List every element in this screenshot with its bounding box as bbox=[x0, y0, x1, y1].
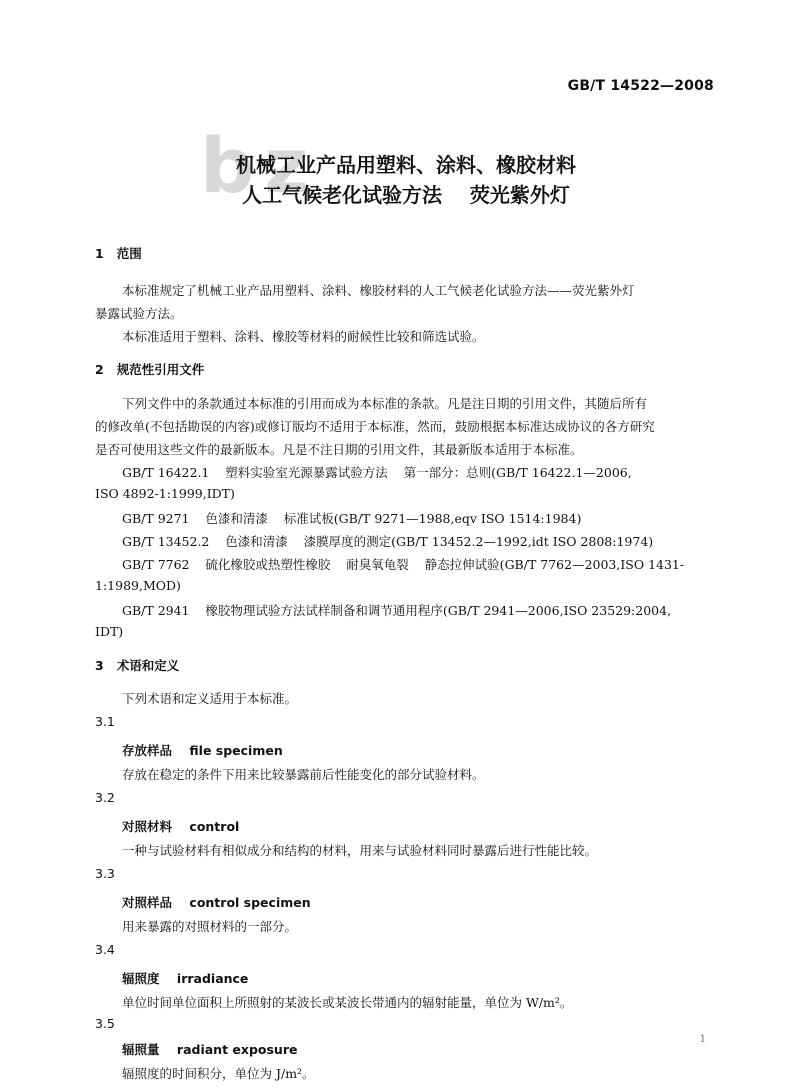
section-1-heading: 1 范围 bbox=[95, 246, 142, 261]
term-definition: 单位时间单位面积上所照射的某波长或某波长带通内的辐射能量，单位为 W/m²。 bbox=[122, 995, 573, 1010]
term-heading: 对照样品 control specimen bbox=[122, 895, 311, 910]
term-number: 3.1 bbox=[95, 714, 115, 729]
watermark: bz bbox=[200, 121, 319, 210]
term-definition: 存放在稳定的条件下用来比较暴露前后性能变化的部分试验材料。 bbox=[122, 767, 485, 782]
reference-item-4-line-2: 1:1989,MOD) bbox=[95, 578, 181, 593]
reference-item-3: GB/T 13452.2 色漆和清漆 漆膜厚度的测定(GB/T 13452.2—1992,idt ISO 2808:1974) bbox=[122, 534, 654, 549]
reference-item-1-line-2: ISO 4892-1:1999,IDT) bbox=[95, 486, 235, 501]
page-number: 1 bbox=[699, 1034, 706, 1045]
term-number: 3.3 bbox=[95, 866, 115, 881]
term-number: 3.4 bbox=[95, 942, 115, 957]
term-heading: 辐照度 irradiance bbox=[122, 971, 249, 986]
term-heading: 对照材料 control bbox=[122, 819, 240, 834]
term-heading: 存放样品 file specimen bbox=[122, 743, 283, 758]
title-line-2: 人工气候老化试验方法 荧光紫外灯 bbox=[242, 183, 570, 207]
references-intro-line-2: 的修改单(不包括勘误的内容)或修订版均不适用于本标准，然而，鼓励根据本标准达成协议的各方研究 bbox=[95, 419, 655, 434]
reference-item-5-line-1: GB/T 2941 橡胶物理试验方法试样制备和调节通用程序(GB/T 2941—2006,ISO 23529:2004, bbox=[122, 603, 672, 618]
document-title bbox=[0, 150, 800, 210]
scope-paragraph-2: 本标准适用于塑料、涂料、橡胶等材料的耐候性比较和筛选试验。 bbox=[122, 329, 485, 344]
reference-item-4-line-1: GB/T 7762 硫化橡胶或热塑性橡胶 耐臭氧龟裂 静态拉伸试验(GB/T 7762—2003,ISO 1431- bbox=[122, 557, 685, 572]
title-line-1: 机械工业产品用塑料、涂料、橡胶材料 bbox=[236, 153, 576, 177]
reference-item-1-line-1: GB/T 16422.1 塑料实验室光源暴露试验方法 第一部分：总则(GB/T 16422.1—2006, bbox=[122, 465, 632, 480]
term-definition: 用来暴露的对照材料的一部分。 bbox=[122, 919, 298, 934]
terms-intro: 下列术语和定义适用于本标准。 bbox=[122, 691, 298, 706]
term-number: 3.5 bbox=[95, 1016, 115, 1031]
section-3-heading: 3 术语和定义 bbox=[95, 658, 180, 673]
references-intro-line-1: 下列文件中的条款通过本标准的引用而成为本标准的条款。凡是注日期的引用文件，其随后所有 bbox=[122, 396, 648, 411]
term-definition: 辐照度的时间积分，单位为 J/m²。 bbox=[122, 1066, 315, 1081]
reference-item-2: GB/T 9271 色漆和清漆 标准试板(GB/T 9271—1988,eqv ISO 1514:1984) bbox=[122, 511, 582, 526]
reference-item-5-line-2: IDT) bbox=[95, 624, 124, 639]
references-intro-line-3: 是否可使用这些文件的最新版本。凡是不注日期的引用文件，其最新版本适用于本标准。 bbox=[95, 442, 583, 457]
document-number: GB/T 14522—2008 bbox=[567, 78, 714, 94]
section-2-heading: 2 规范性引用文件 bbox=[95, 362, 205, 377]
scope-paragraph-line-1: 本标准规定了机械工业产品用塑料、涂料、橡胶材料的人工气候老化试验方法——荧光紫外灯 bbox=[122, 283, 635, 298]
term-number: 3.2 bbox=[95, 790, 115, 805]
scope-paragraph-line-2: 暴露试验方法。 bbox=[95, 306, 183, 321]
term-definition: 一种与试验材料有相似成分和结构的材料，用来与试验材料同时暴露后进行性能比较。 bbox=[122, 843, 598, 858]
term-heading: 辐照量 radiant exposure bbox=[122, 1042, 298, 1057]
